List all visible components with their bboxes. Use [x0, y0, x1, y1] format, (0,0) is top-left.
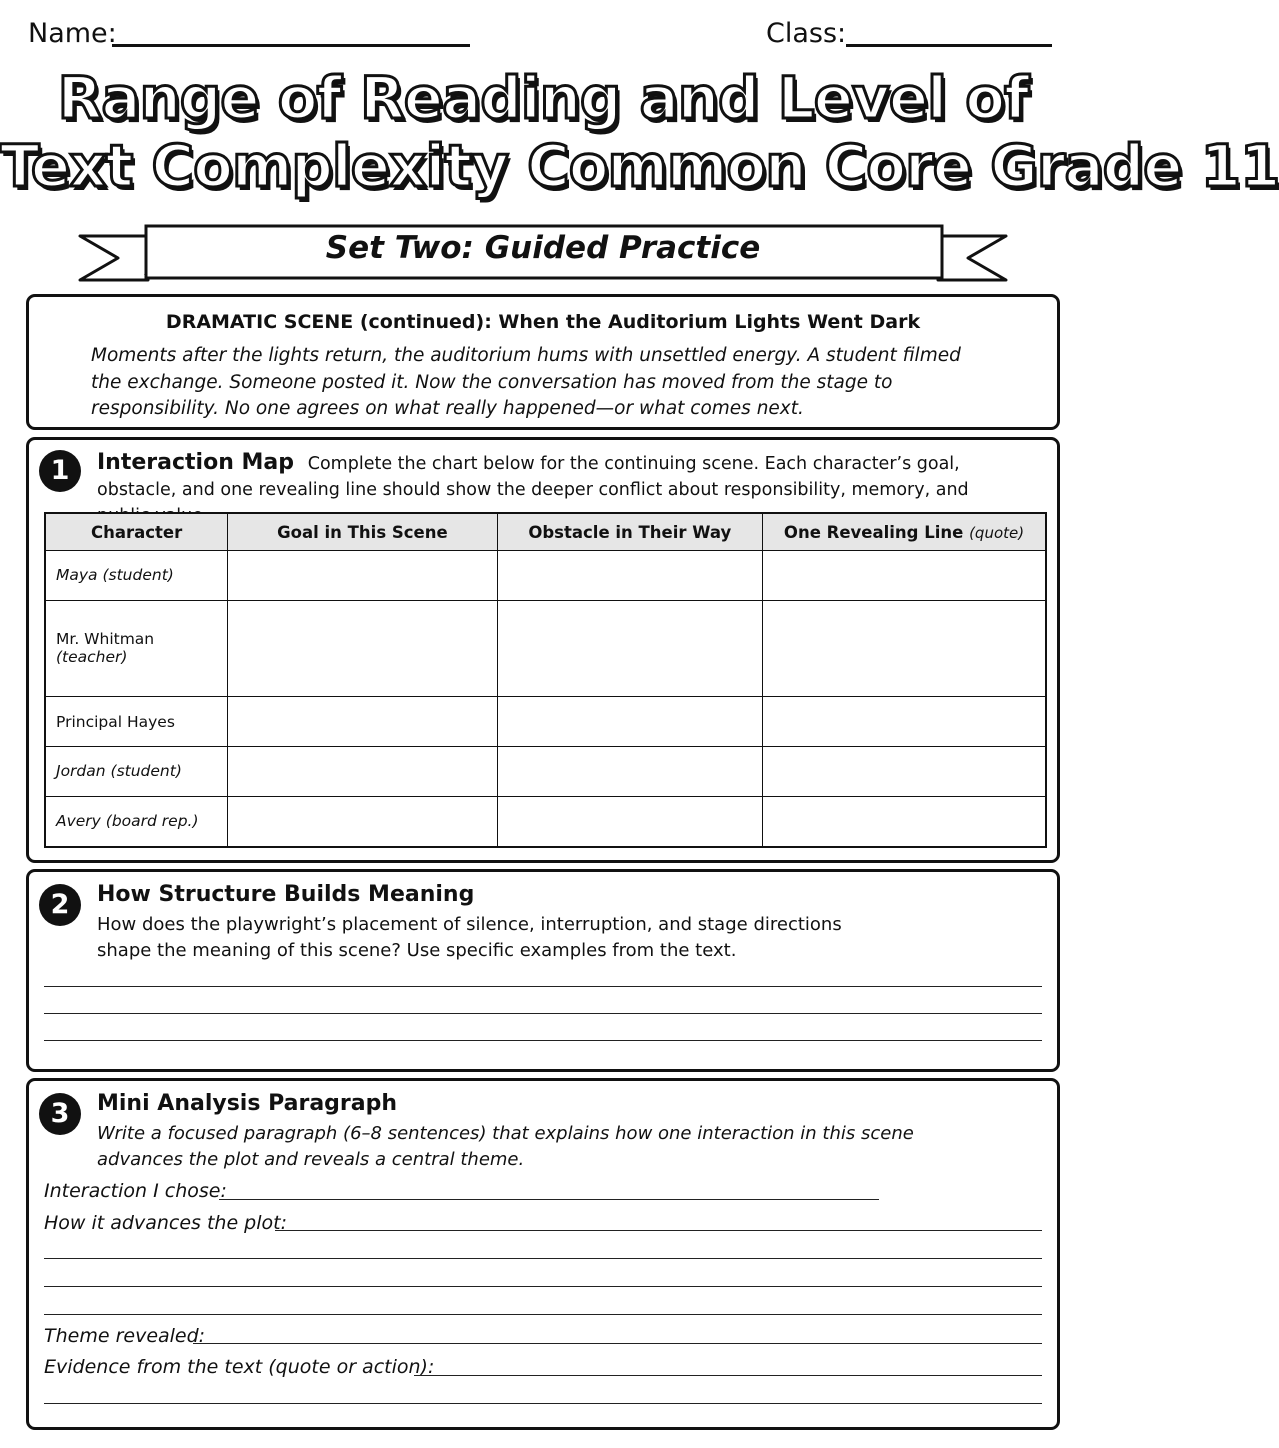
class-field[interactable]	[846, 44, 1052, 47]
class-label: Class:	[766, 18, 847, 49]
section-title: Interaction Map	[97, 450, 295, 475]
answer-line[interactable]	[44, 1314, 1042, 1315]
evidence-label: Evidence from the text (quote or action):	[44, 1356, 435, 1378]
structure-meaning-section	[26, 869, 1060, 1072]
scene-description: Moments after the lights return, the auditorium hums with unsettled energy. A student filmed the exchange. Someone posted it. Now the conversation has moved from the stage to responsibility. No one agrees on what really happened—or what comes next.	[91, 345, 961, 419]
table-row	[45, 746, 1046, 796]
banner-title: Set Two: Guided Practice	[325, 230, 761, 266]
character-cell	[45, 796, 228, 847]
scene-heading: DRAMATIC SCENE (continued): When the Auditorium Lights Went Dark	[165, 311, 921, 333]
title-line-2: Text Complexity Common Core Grade 11	[0, 132, 1279, 200]
character-role: (student)	[110, 762, 182, 781]
character-cell	[45, 746, 228, 796]
character-cell	[45, 551, 228, 601]
revealing-line-cell[interactable]	[763, 600, 1046, 697]
column-header	[763, 513, 1046, 551]
mini-analysis-section	[26, 1078, 1060, 1430]
page-title	[0, 64, 1279, 200]
answer-line[interactable]	[44, 1403, 1042, 1404]
interaction-map-section	[26, 437, 1060, 863]
goal-cell[interactable]	[228, 796, 497, 847]
column-header: Character	[45, 513, 228, 551]
section-number-badge: 2	[39, 884, 81, 926]
character-name: Maya	[56, 566, 98, 585]
section-instructions: How does the playwright’s placement of silence, interruption, and stage directions shape the meaning of this scene? Use specific examples from the text.	[97, 914, 842, 961]
interaction-answer-line[interactable]	[219, 1199, 879, 1200]
character-cell	[45, 600, 228, 697]
obstacle-cell[interactable]	[497, 600, 762, 697]
column-header-hint: (quote)	[969, 523, 1025, 542]
revealing-line-cell[interactable]	[763, 551, 1046, 601]
theme-label: Theme revealed:	[44, 1325, 206, 1347]
table-row	[45, 697, 1046, 747]
answer-line[interactable]	[44, 1286, 1042, 1287]
plot-label: How it advances the plot:	[44, 1212, 288, 1234]
character-name: Mr. Whitman	[56, 630, 155, 649]
theme-answer-line[interactable]	[193, 1343, 1042, 1344]
character-role: (board rep.)	[105, 812, 199, 831]
section-instructions: Complete the chart below for the continuing scene. Each character’s goal, obstacle, and one revealing line should show the deeper conflict about responsibility, memory, and	[97, 454, 969, 500]
title-line-1: Range of Reading and Level of	[57, 64, 1029, 132]
goal-cell[interactable]	[228, 551, 497, 601]
interaction-map-table	[44, 512, 1047, 848]
answer-line[interactable]	[44, 1258, 1042, 1259]
character-role: (teacher)	[56, 648, 128, 667]
column-header: Goal in This Scene	[228, 513, 497, 551]
obstacle-cell[interactable]	[497, 551, 762, 601]
goal-cell[interactable]	[228, 746, 497, 796]
section-number-badge: 3	[39, 1093, 81, 1135]
section-number-badge: 1	[39, 450, 81, 492]
character-name: Jordan	[56, 762, 106, 781]
revealing-line-cell[interactable]	[763, 746, 1046, 796]
evidence-answer-line[interactable]	[414, 1375, 1042, 1376]
name-field[interactable]	[112, 44, 470, 47]
character-name: Principal Hayes	[56, 712, 175, 731]
goal-cell[interactable]	[228, 600, 497, 697]
obstacle-cell[interactable]	[497, 746, 762, 796]
column-header-label: One Revealing Line	[783, 522, 964, 542]
answer-line[interactable]	[44, 1013, 1042, 1014]
obstacle-cell[interactable]	[497, 796, 762, 847]
answer-line[interactable]	[44, 986, 1042, 987]
character-role: (student)	[102, 566, 174, 585]
name-label: Name:	[28, 18, 117, 49]
header-row	[28, 14, 1052, 54]
column-header: Obstacle in Their Way	[497, 513, 762, 551]
table-row	[45, 796, 1046, 847]
section-title: Mini Analysis Paragraph	[97, 1091, 398, 1116]
character-name: Avery	[56, 812, 101, 831]
answer-line[interactable]	[44, 1040, 1042, 1041]
obstacle-cell[interactable]	[497, 697, 762, 747]
plot-answer-line[interactable]	[275, 1230, 1042, 1231]
table-row	[45, 600, 1046, 697]
revealing-line-cell[interactable]	[763, 796, 1046, 847]
goal-cell[interactable]	[228, 697, 497, 747]
interaction-label: Interaction I chose:	[44, 1180, 227, 1202]
section-title: How Structure Builds Meaning	[97, 882, 475, 907]
character-cell	[45, 697, 228, 747]
table-header-row	[45, 513, 1046, 551]
table-row	[45, 551, 1046, 601]
scene-intro-box	[26, 294, 1060, 430]
revealing-line-cell[interactable]	[763, 697, 1046, 747]
section-instructions: Write a focused paragraph (6–8 sentences) that explains how one interaction in this scene advances the plot and reveals a central theme.	[97, 1123, 914, 1170]
ribbon-banner	[78, 222, 1008, 288]
